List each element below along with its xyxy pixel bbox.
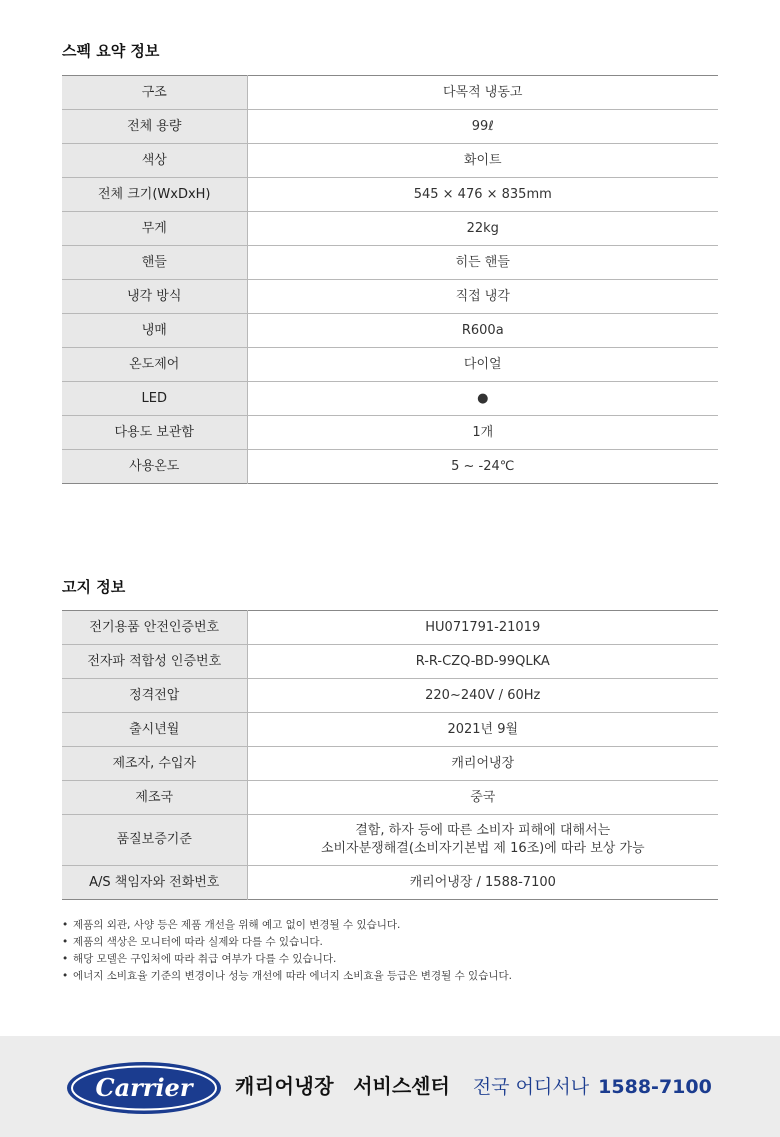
spec-label: 전체 크기(WxDxH) (62, 178, 247, 212)
list-item: • 해당 모델은 구입처에 따라 취급 여부가 다를 수 있습니다. (62, 951, 512, 968)
spec-value: 5 ~ -24℃ (247, 450, 718, 484)
notice-label: 정격전압 (62, 679, 247, 713)
table-row (62, 611, 718, 645)
value-line: 소비자분쟁해결(소비자기본법 제 16조)에 따라 보상 가능 (320, 841, 645, 856)
service-footer (0, 1036, 780, 1137)
anywhere-label: 전국 어디서나 (472, 1076, 590, 1098)
table-row (62, 314, 718, 348)
logo-text: Carrier (95, 1073, 193, 1102)
notice-value: 2021년 9월 (247, 713, 718, 747)
table-row (62, 781, 718, 815)
notice-value: 220~240V / 60Hz (247, 679, 718, 713)
table-row (62, 416, 718, 450)
phone-number[interactable]: 1588-7100 (598, 1076, 712, 1098)
spec-value: 22kg (247, 212, 718, 246)
value-line: 결함, 하자 등에 따른 소비자 피해에 대해서는 (355, 823, 611, 838)
spec-label: 핸들 (62, 246, 247, 280)
table-row (62, 246, 718, 280)
notes-list (62, 917, 512, 985)
table-row (62, 76, 718, 110)
table-row (62, 212, 718, 246)
spec-label: 무게 (62, 212, 247, 246)
notice-label: A/S 책임자와 전화번호 (62, 866, 247, 900)
spec-value: 1개 (247, 416, 718, 450)
spec-value: 다이얼 (247, 348, 718, 382)
spec-table (62, 75, 718, 484)
spec-label: LED (62, 382, 247, 416)
notice-value: HU071791-21019 (247, 611, 718, 645)
notice-value: 중국 (247, 781, 718, 815)
footer-text (235, 1070, 712, 1099)
spec-value: 다목적 냉동고 (247, 76, 718, 110)
table-row (62, 645, 718, 679)
table-row (62, 144, 718, 178)
notice-section-title: 고지 정보 (62, 578, 126, 596)
spec-label: 다용도 보관함 (62, 416, 247, 450)
table-row (62, 280, 718, 314)
spec-value: 직접 냉각 (247, 280, 718, 314)
spec-value: R600a (247, 314, 718, 348)
table-row (62, 348, 718, 382)
brand-name: 캐리어냉장 (235, 1074, 335, 1098)
notice-value: 캐리어냉장 / 1588-7100 (247, 866, 718, 900)
notice-value-multiline (247, 815, 718, 866)
spec-label: 냉매 (62, 314, 247, 348)
table-row (62, 178, 718, 212)
table-row (62, 713, 718, 747)
spec-label: 전체 용량 (62, 110, 247, 144)
led-dot-icon: ● (247, 382, 718, 416)
list-item: • 제품의 외관, 사양 등은 제품 개선을 위해 예고 없이 변경될 수 있습니다. (62, 917, 512, 934)
notice-value: 캐리어냉장 (247, 747, 718, 781)
carrier-logo (65, 1060, 223, 1116)
table-row (62, 866, 718, 900)
spec-label: 온도제어 (62, 348, 247, 382)
table-row (62, 382, 718, 416)
notice-label: 제조국 (62, 781, 247, 815)
notice-label: 품질보증기준 (62, 815, 247, 866)
spec-label: 사용온도 (62, 450, 247, 484)
list-item: • 에너지 소비효율 기준의 변경이나 성능 개선에 따라 에너지 소비효율 등급은 변경될 수 있습니다. (62, 968, 512, 985)
notice-label: 제조자, 수입자 (62, 747, 247, 781)
notice-label: 출시년월 (62, 713, 247, 747)
notice-table (62, 610, 718, 900)
notice-value: R-R-CZQ-BD-99QLKA (247, 645, 718, 679)
spec-value: 화이트 (247, 144, 718, 178)
spec-value: 99ℓ (247, 110, 718, 144)
spec-label: 색상 (62, 144, 247, 178)
notice-label: 전기용품 안전인증번호 (62, 611, 247, 645)
table-row (62, 747, 718, 781)
spec-value: 545 × 476 × 835mm (247, 178, 718, 212)
spec-label: 구조 (62, 76, 247, 110)
spec-label: 냉각 방식 (62, 280, 247, 314)
spec-section-title: 스펙 요약 정보 (62, 42, 160, 60)
table-row (62, 110, 718, 144)
list-item: • 제품의 색상은 모니터에 따라 실제와 다를 수 있습니다. (62, 934, 512, 951)
table-row (62, 679, 718, 713)
spec-value: 히든 핸들 (247, 246, 718, 280)
notice-label: 전자파 적합성 인증번호 (62, 645, 247, 679)
table-row (62, 815, 718, 866)
service-center-label: 서비스센터 (353, 1074, 450, 1098)
table-row (62, 450, 718, 484)
